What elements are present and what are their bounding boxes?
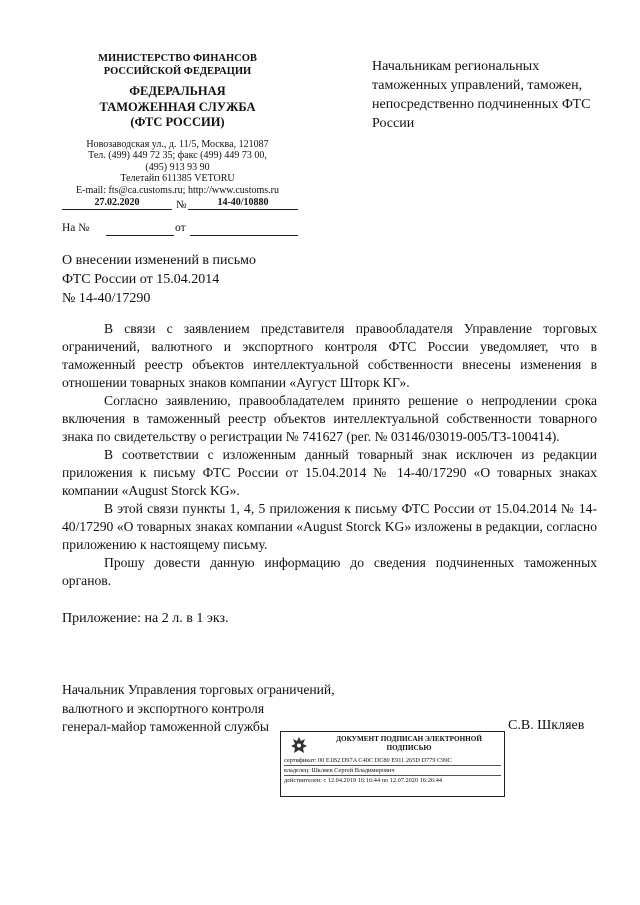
reference-number-line: [106, 235, 174, 236]
telex: Телетайп 611385 VETORU: [120, 173, 235, 184]
phone-2: (495) 913 93 90: [145, 161, 210, 173]
paragraph: В соответствии с изложенным данный товарный знак исключен из редакции приложения к письму ФТС России от 15.04.2014 № 14-40/17290 «О товарных знаках компании «August Storck KG».: [62, 447, 597, 498]
reference-number-label: На №: [62, 222, 90, 234]
contacts: [55, 139, 300, 197]
email: E-mail: fts@ca.customs.ru; http://www.customs.ru: [76, 184, 279, 196]
paragraph: Прошу довести данную информацию до сведения подчиненных таможенных органов.: [62, 555, 597, 588]
subject: О внесении изменений в письмо ФТС России от 15.04.2014 № 14-40/17290: [62, 253, 256, 306]
service-name: ФЕДЕРАЛЬНАЯ ТАМОЖЕННАЯ СЛУЖБА (ФТС РОССИИ): [99, 84, 256, 129]
phone: Тел. (499) 449 72 35; факс (499) 449 73 00,: [88, 150, 267, 161]
registration-number-symbol: №: [176, 199, 187, 211]
signatory-position: Начальник Управления торговых ограничений, валютного и экспортного контроля генерал-майор таможенной службы: [62, 682, 335, 734]
ministry-name: МИНИСТЕРСТВО ФИНАНСОВ РОССИЙСКОЙ ФЕДЕРАЦИИ: [98, 53, 257, 77]
address: Новозаводская ул., д. 11/5, Москва, 121087: [86, 138, 269, 150]
paragraph: В связи с заявлением представителя правообладателя Управление торговых ограничений, валютного и экспортного контроля ФТС России уведомляет, что в таможенный реестр объектов интеллектуальной собственности внесены изменения в отношении товарных знаков компании «Аугуст Шторк КГ».: [62, 321, 597, 390]
reference-date-line: [190, 235, 298, 236]
esign-certificate: сертификат: 00 E1B2 D97A C40C DC80 E911 265D D779 C99C: [284, 756, 501, 766]
signatory-name: С.В. Шкляев: [508, 718, 585, 733]
addressee: Начальникам региональных таможенных управлений, таможен, непосредственно подчиненных ФТС России: [372, 59, 591, 131]
letter-body: [62, 320, 597, 590]
esign-title: ДОКУМЕНТ ПОДПИСАН ЭЛЕКТРОННОЙ ПОДПИСЬЮ: [336, 735, 482, 752]
registration-date: 27.02.2020: [62, 197, 172, 210]
reference-date-label: от: [175, 222, 186, 234]
attachment-note: Приложение: на 2 л. в 1 экз.: [62, 611, 229, 626]
electronic-signature-stamp: [280, 731, 505, 797]
registration-number: 14-40/10880: [188, 197, 298, 210]
paragraph: Согласно заявлению, правообладателем принято решение о непродлении срока включения в таможенный реестр объектов интеллектуальной собственности товарного знака по свидетельству о регистрации № 741627 (рег. № 03146/03019-005/ТЗ-100414).: [62, 393, 597, 444]
letterhead: [55, 52, 300, 196]
esign-owner: владелец: Шкляев Сергей Владимирович: [284, 766, 501, 776]
paragraph: В этой связи пункты 1, 4, 5 приложения к письму ФТС России от 15.04.2014 № 14-40/17290 «О товарных знаках компании «August Storck KG» изложены в редакции, согласно приложению к настоящему письму.: [62, 501, 597, 552]
esign-validity: действителен: с 12.04.2019 16:16:44 по 12.07.2020 16:26:44: [284, 777, 443, 784]
coat-of-arms-icon: [288, 735, 310, 755]
